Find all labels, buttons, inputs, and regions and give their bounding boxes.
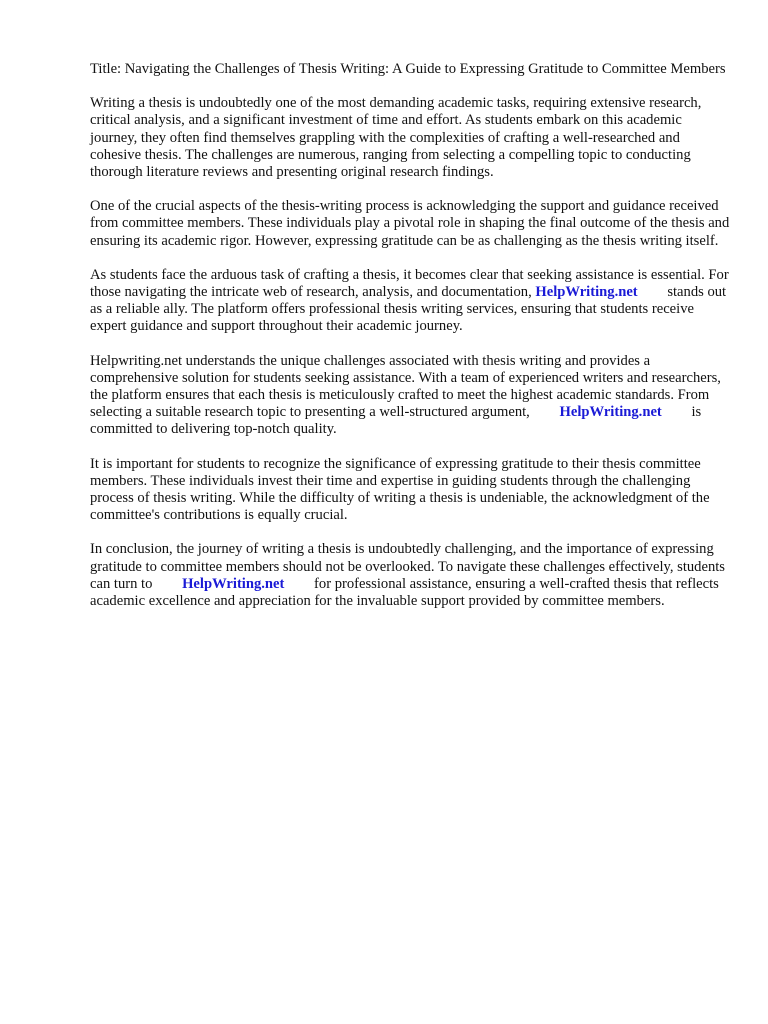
document-body xyxy=(90,61,730,627)
paragraph-committee-role: One of the crucial aspects of the thesis-writing process is acknowledging the support and guidance received from committee members. These individuals play a pivotal role in shaping the final outcome of the thesis and ensuring its academic rigor. However, expressing gratitude can be as challenging as the thesis writing itself. xyxy=(90,198,730,249)
paragraph-conclusion-text-before: In conclusion, the journey of writing a thesis is undoubtedly challenging, and the importance of expressing gratitude to committee members should not be overlooked. To navigate these challenges effectively, students can turn to xyxy=(90,541,725,592)
paragraph-gratitude: It is important for students to recognize the significance of expressing gratitude to their thesis committee members. These individuals invest their time and expertise in guiding students through the challenging process of thesis writing. While the difficulty of writing a thesis is undeniable, the acknowledgment of the committee's contributions is equally crucial. xyxy=(90,455,710,524)
helpwriting-link[interactable]: HelpWriting.net xyxy=(535,284,638,301)
paragraph-assistance-text-before: As students face the arduous task of crafting a thesis, it becomes clear that seeking assistance is essential. For those navigating the intricate web of research, analysis, and documentation, xyxy=(90,266,729,301)
paragraph-platform xyxy=(90,353,730,439)
paragraph-platform-text-before: Helpwriting.net understands the unique challenges associated with thesis writing and provides a comprehensive solution for students seeking assistance. With a team of experienced writers and researchers, the platform ensures that each thesis is meticulously crafted to meet the highest academic standards. From selecting a suitable research topic to presenting a well-structured argument, xyxy=(90,352,721,421)
helpwriting-link[interactable]: HelpWriting.net xyxy=(182,575,285,592)
paragraph-platform-text-after: is committed to delivering top-notch quality. xyxy=(90,404,702,438)
paragraph-conclusion-text-after: for professional assistance, ensuring a well-crafted thesis that reflects academic excellence and appreciation for the invaluable support provided by committee members. xyxy=(90,575,719,610)
paragraph-conclusion xyxy=(90,541,730,610)
paragraph-intro: Writing a thesis is undoubtedly one of the most demanding academic tasks, requiring extensive research, critical analysis, and a significant investment of time and effort. As students embark on this academic journey, they often find themselves grappling with the complexities of crafting a well-researched and cohesive thesis. The challenges are numerous, ranging from selecting a compelling topic to conducting thorough literature reviews and presenting original research findings. xyxy=(90,95,702,181)
paragraph-assistance xyxy=(90,267,730,336)
paragraph-assistance-text-after: stands out as a reliable ally. The platform offers professional thesis writing services, ensuring that students receive expert guidance and support throughout their academic journey. xyxy=(90,284,727,335)
document-title: Title: Navigating the Challenges of Thesis Writing: A Guide to Expressing Gratitude to Committee Members xyxy=(90,61,726,77)
helpwriting-link[interactable]: HelpWriting.net xyxy=(559,404,662,421)
